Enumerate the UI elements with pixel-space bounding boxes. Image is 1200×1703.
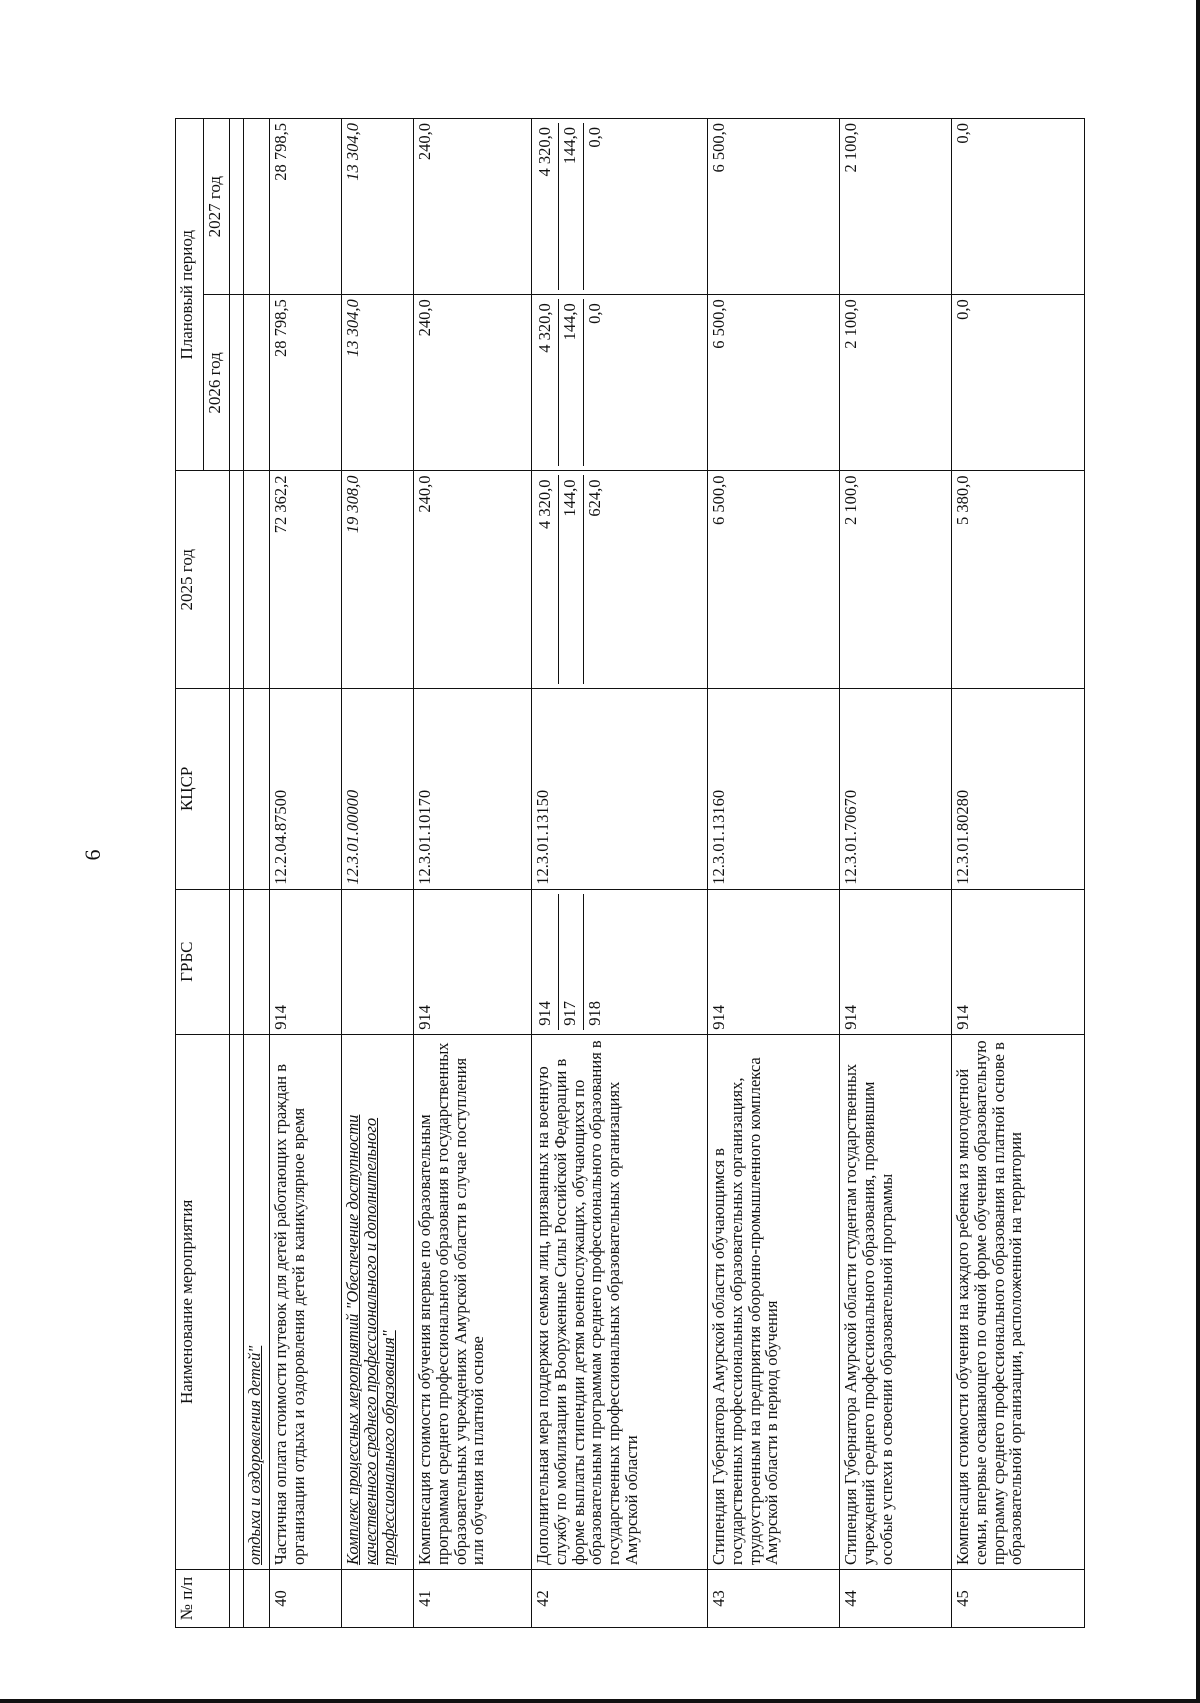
- header-spacer: [230, 295, 244, 471]
- values-2027: [532, 119, 708, 295]
- cell-empty: [244, 889, 270, 1034]
- table-row: [532, 119, 708, 1628]
- values-2026: [532, 295, 708, 471]
- table-row: [952, 119, 1085, 1628]
- header-no: № п/п: [176, 1570, 230, 1628]
- row-number: 45: [952, 1570, 1085, 1628]
- grbs-code: 918: [585, 1000, 604, 1026]
- value-2027: 0,0: [952, 119, 1085, 295]
- cell-empty: [342, 889, 414, 1034]
- table-row: [414, 119, 532, 1628]
- value-2025: 72 362,2: [270, 471, 342, 688]
- header-spacer: [230, 471, 244, 688]
- activity-name: Стипендия Губернатора Амурской области студентам государственных учреждений среднего профессионального образования, проявившим особые успехи в освоении образовательной программы: [840, 1034, 952, 1569]
- header-2027: 2027 год: [204, 119, 230, 295]
- value-2026: 6 500,0: [708, 295, 840, 471]
- value-2027: 2 100,0: [840, 119, 952, 295]
- values-2025: [532, 471, 708, 688]
- grbs-code: 914: [840, 889, 952, 1034]
- value-2025: 240,0: [414, 471, 532, 688]
- cell-empty: [342, 1570, 414, 1628]
- value-2026: 0,0: [585, 303, 604, 324]
- activity-name: Компенсация стоимости обучения на каждого ребенка из многодетной семьи, впервые осваивающего по очной форме обучения образовательную программу среднего профессионального образования на платной основе в образовательной организации, расположенной на территории: [952, 1034, 1085, 1569]
- header-spacer: [230, 1570, 244, 1628]
- row-number: 44: [840, 1570, 952, 1628]
- cell-empty: [244, 1570, 270, 1628]
- kcsr-code: 12.3.01.00000: [342, 688, 414, 889]
- header-planned-period: Плановый период: [176, 119, 204, 471]
- cell-empty: [244, 119, 270, 295]
- value-2027: 240,0: [414, 119, 532, 295]
- value-2025: 19 308,0: [342, 471, 414, 688]
- value-2026: 240,0: [414, 295, 532, 471]
- header-spacer: [230, 119, 244, 295]
- grbs-code: 917: [559, 894, 584, 1030]
- kcsr-code: 12.3.01.10170: [414, 688, 532, 889]
- header-grbs: ГРБС: [176, 889, 230, 1034]
- budget-table: [175, 118, 1085, 1628]
- cell-empty: [244, 688, 270, 889]
- grbs-code: 914: [534, 894, 559, 1030]
- value-2027: 4 320,0: [534, 123, 559, 290]
- cell-empty: [244, 471, 270, 688]
- row-number: 40: [270, 1570, 342, 1628]
- continuation-title: отдыха и оздоровления детей": [244, 1034, 270, 1569]
- cell-empty: [244, 295, 270, 471]
- page-number: 6: [80, 849, 105, 861]
- grbs-codes: [532, 889, 708, 1034]
- header-spacer: [230, 688, 244, 889]
- header-2025: 2025 год: [176, 471, 230, 688]
- header-name: Наименование мероприятия: [176, 1034, 230, 1569]
- value-2025: 144,0: [559, 475, 584, 683]
- grbs-code: 914: [414, 889, 532, 1034]
- value-2025: 6 500,0: [708, 471, 840, 688]
- kcsr-code: 12.2.04.87500: [270, 688, 342, 889]
- value-2027: 28 798,5: [270, 119, 342, 295]
- value-2026: 2 100,0: [840, 295, 952, 471]
- complex-title: Комплекс процессных мероприятий "Обеспечение доступности качественного среднего профессионального и дополнительного профессионального образования": [342, 1034, 414, 1569]
- row-number: 42: [532, 1570, 708, 1628]
- header-kcsr: КЦСР: [176, 688, 230, 889]
- table-row: [840, 119, 952, 1628]
- activity-name: Дополнительная мера поддержки семьям лиц, призванных на военную службу по мобилизации в Вооруженные Силы Российской Федерации в форме выплаты стипендии детям военнослужащих, обучающихся по образовательным программам среднего профессионального образования в государственных профессиональных образовательных организациях Амурской области: [532, 1034, 708, 1569]
- header-spacer: [230, 1034, 244, 1569]
- table-row: [270, 119, 342, 1628]
- table-row: [708, 119, 840, 1628]
- grbs-code: 914: [952, 889, 1085, 1034]
- header-2026: 2026 год: [204, 295, 230, 471]
- header-spacer: [230, 889, 244, 1034]
- scan-edge-bottom: [0, 1699, 1200, 1703]
- value-2025: 2 100,0: [840, 471, 952, 688]
- value-2026: 28 798,5: [270, 295, 342, 471]
- value-2026: 0,0: [952, 295, 1085, 471]
- value-2026: 13 304,0: [342, 295, 414, 471]
- scan-edge-right: [1196, 0, 1200, 1703]
- kcsr-code: 12.3.01.13160: [708, 688, 840, 889]
- row-number: 41: [414, 1570, 532, 1628]
- value-2026: 144,0: [559, 299, 584, 466]
- row-number: 43: [708, 1570, 840, 1628]
- kcsr-code: 12.3.01.13150: [532, 688, 708, 889]
- table-row-complex: [342, 119, 414, 1628]
- grbs-code: 914: [270, 889, 342, 1034]
- value-2027: 13 304,0: [342, 119, 414, 295]
- value-2027: 6 500,0: [708, 119, 840, 295]
- value-2025: 5 380,0: [952, 471, 1085, 688]
- activity-name: Стипендия Губернатора Амурской области обучающимся в государственных профессиональных образовательных организациях, трудоустроенным на предприятия оборонно-промышленного комплекса Амурской области в период обучения: [708, 1034, 840, 1569]
- value-2027: 0,0: [585, 127, 604, 148]
- value-2027: 144,0: [559, 123, 584, 290]
- value-2025: 624,0: [585, 479, 604, 517]
- grbs-code: 914: [708, 889, 840, 1034]
- value-2026: 4 320,0: [534, 299, 559, 466]
- table-row: [244, 119, 270, 1628]
- value-2025: 4 320,0: [534, 475, 559, 683]
- activity-name: Частичная оплата стоимости путевок для детей работающих граждан в организации отдыха и оздоровления детей в каникулярное время: [270, 1034, 342, 1569]
- activity-name: Компенсация стоимости обучения впервые по образовательным программам среднего профессионального образования в государственных образовательных учреждениях Амурской области в случае поступления или обучения на платной основе: [414, 1034, 532, 1569]
- kcsr-code: 12.3.01.80280: [952, 688, 1085, 889]
- kcsr-code: 12.3.01.70670: [840, 688, 952, 889]
- rotated-table-wrapper: [175, 118, 1085, 1628]
